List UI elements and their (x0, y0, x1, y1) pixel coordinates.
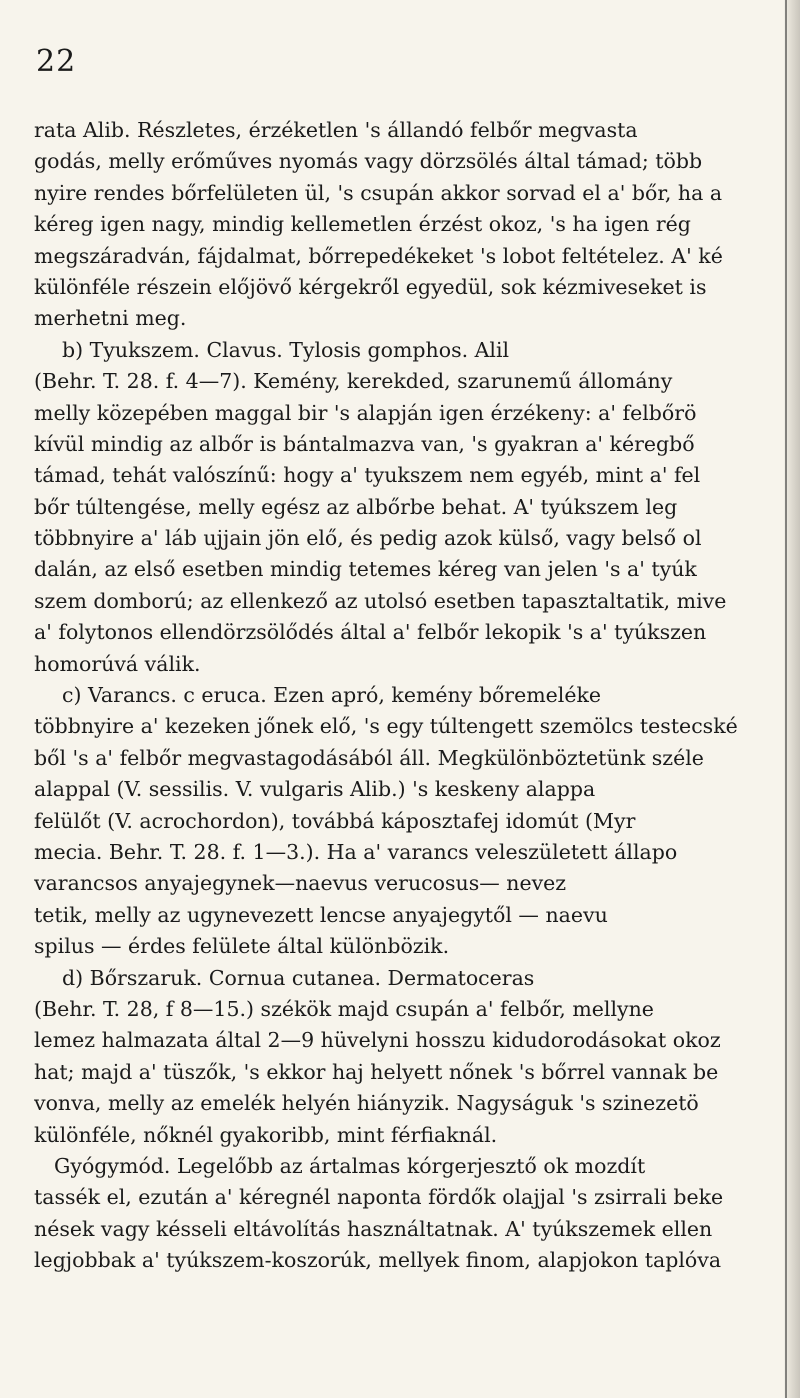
text-line: nyire rendes bőrfelületen ül, 's csupán akkor sorvad el a' bőr, ha a (34, 180, 723, 205)
text-line: legjobbak a' tyúkszem-koszorúk, mellyek finom, alapjokon taplóva (34, 1248, 722, 1273)
text-line: lemez halmazata által 2—9 hüvelyni hosszu kidudorodásokat okoz (34, 1028, 721, 1053)
text-line: tetik, melly az ugynevezett lencse anyajegytől — naevu (34, 902, 608, 927)
text-line: többnyire a' kezeken jőnek elő, 's egy túltengett szemölcs testecské (34, 714, 738, 739)
text-line: ből 's a' felbőr megvastagodásából áll. Megkülönböztetünk széle (34, 745, 704, 770)
text-line: különféle részein előjövő kérgekről egyedül, sok kézmiveseket is (34, 274, 707, 299)
text-line: megszáradván, fájdalmat, bőrrepedékeket 's lobot feltételez. A' ké (34, 243, 723, 268)
text-line: szem domború; az ellenkező az utolsó esetben tapasztaltatik, mive (34, 588, 727, 613)
section-heading-d: d) Bőrszaruk. Cornua cutanea. Dermatoceras (62, 965, 535, 990)
text-line: többnyire a' láb ujjain jön elő, és pedig azok külső, vagy belső ol (34, 526, 702, 551)
text-line: kívül mindig az albőr is bántalmazva van, 's gyakran a' kéregbő (34, 431, 695, 456)
text-line: alappal (V. sessilis. V. vulgaris Alib.) 's keskeny alappa (34, 777, 596, 802)
text-line: spilus — érdes felülete által különbözik. (34, 934, 450, 959)
text-line: mecia. Behr. T. 28. f. 1—3.). Ha a' varancs veleszületett állapo (34, 839, 678, 864)
section-heading-c: c) Varancs. c eruca. Ezen apró, kemény bőremeléke (62, 683, 602, 708)
text-line: tassék el, ezután a' kéregnél naponta fördők olajjal 's zsirrali beke (34, 1185, 724, 1210)
text-line: nések vagy késseli eltávolítás használtatnak. A' tyúkszemek ellen (34, 1216, 713, 1241)
page-number: 22 (36, 44, 77, 79)
text-line: bőr túltengése, melly egész az albőrbe behat. A' tyúkszem leg (34, 494, 678, 519)
text-line: godás, melly erőműves nyomás vagy dörzsölés által támad; több (34, 149, 703, 174)
text-line: különféle, nőknél gyakoribb, mint férfiaknál. (34, 1122, 498, 1147)
section-heading-b: b) Tyukszem. Clavus. Tylosis gomphos. Alil (62, 337, 510, 362)
text-line: homorúvá válik. (34, 651, 201, 676)
text-line: kéreg igen nagy, mindig kellemetlen érzést okoz, 's ha igen rég (34, 212, 691, 237)
text-line: dalán, az első esetben mindig tetemes kéreg van jelen 's a' tyúk (34, 557, 697, 582)
section-heading-treatment: Gyógymód. Legelőbb az ártalmas kórgerjesztő ok mozdít (54, 1153, 646, 1178)
text-line: a' folytonos ellendörzsölődés által a' felbőr lekopik 's a' tyúkszen (34, 620, 707, 645)
text-line: rata Alib. Részletes, érzéketlen 's állandó felbőr megvasta (34, 118, 638, 142)
text-line: (Behr. T. 28. f. 4—7). Kemény, kerekded, szarunemű állomány (34, 369, 673, 394)
text-line: merhetni meg. (34, 306, 187, 331)
text-line: felülőt (V. acrochordon), továbbá káposztafej idomút (Myr (34, 808, 636, 833)
text-line: vonva, melly az emelék helyén hiányzik. Nagyságuk 's szinezetö (34, 1091, 699, 1116)
body-text (34, 115, 784, 1276)
text-line: melly közepében maggal bir 's alapján igen érzékeny: a' felbőrö (34, 400, 697, 425)
text-line: (Behr. T. 28, f 8—15.) székök majd csupán a' felbőr, mellyne (34, 996, 654, 1021)
text-line: varancsos anyajegynek—naevus verucosus— nevez (34, 871, 567, 896)
text-line: hat; majd a' tüszők, 's ekkor haj helyett nőnek 's bőrrel vannak be (34, 1059, 719, 1084)
page-edge-line (785, 0, 787, 1398)
text-line: támad, tehát valószínű: hogy a' tyukszem nem egyéb, mint a' fel (34, 463, 701, 488)
